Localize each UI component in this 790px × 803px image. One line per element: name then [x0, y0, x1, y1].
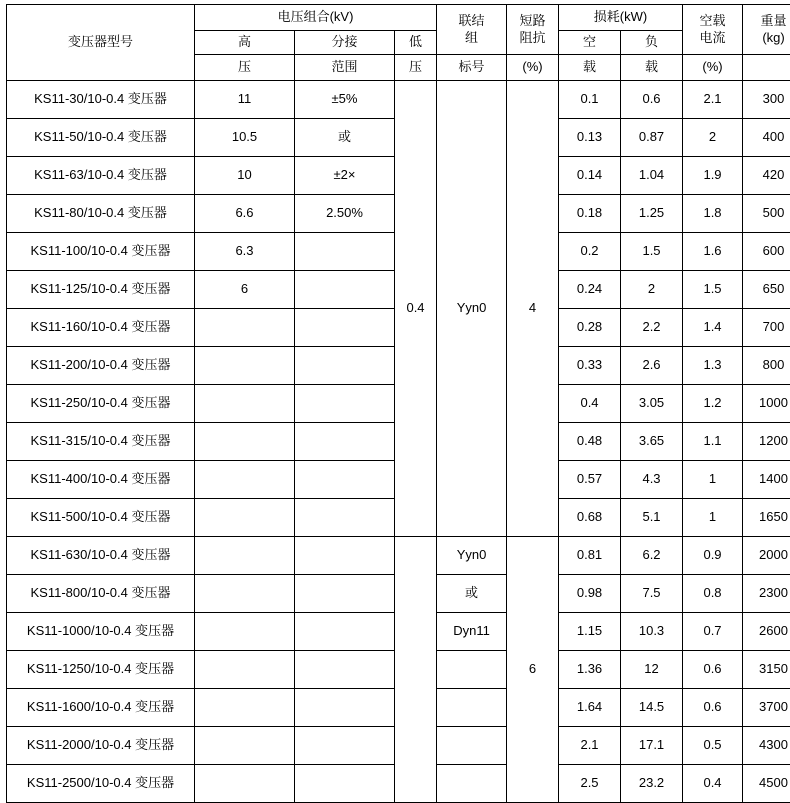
cell-high-voltage	[195, 575, 295, 613]
cell-weight: 4500	[743, 765, 790, 803]
cell-noload-current: 1.3	[683, 347, 743, 385]
cell-load-loss: 2.6	[621, 347, 683, 385]
cell-model: KS11-315/10-0.4 变压器	[7, 423, 195, 461]
header-weight-line2: (kg)	[743, 30, 790, 46]
cell-tap-range	[295, 347, 395, 385]
cell-high-voltage	[195, 689, 295, 727]
header-load-loss-2: 载	[621, 55, 683, 81]
cell-noload-loss: 0.4	[559, 385, 621, 423]
cell-connection-group-2b: 或	[437, 575, 507, 613]
cell-noload-loss: 2.1	[559, 727, 621, 765]
header-tap-range: 分接	[295, 31, 395, 55]
cell-noload-current: 1.4	[683, 309, 743, 347]
header-high-voltage-2: 压	[195, 55, 295, 81]
cell-tap-range	[295, 613, 395, 651]
cell-high-voltage	[195, 499, 295, 537]
cell-weight: 1400	[743, 461, 790, 499]
cell-high-voltage: 11	[195, 81, 295, 119]
cell-load-loss: 10.3	[621, 613, 683, 651]
header-loss: 损耗(kW)	[559, 5, 683, 31]
cell-tap-range	[295, 233, 395, 271]
cell-noload-loss: 0.68	[559, 499, 621, 537]
cell-noload-loss: 0.13	[559, 119, 621, 157]
table-row	[7, 81, 790, 119]
header-impedance	[507, 5, 559, 55]
cell-tap-range: 或	[295, 119, 395, 157]
spec-sheet	[0, 4, 790, 771]
cell-load-loss: 6.2	[621, 537, 683, 575]
cell-load-loss: 1.04	[621, 157, 683, 195]
cell-noload-loss: 0.14	[559, 157, 621, 195]
cell-noload-current: 1	[683, 499, 743, 537]
cell-load-loss: 2.2	[621, 309, 683, 347]
cell-load-loss: 23.2	[621, 765, 683, 803]
transformer-spec-table	[6, 4, 790, 803]
cell-noload-current: 2.1	[683, 81, 743, 119]
cell-noload-loss: 0.1	[559, 81, 621, 119]
cell-noload-current: 1.8	[683, 195, 743, 233]
header-impedance-unit: (%)	[507, 55, 559, 81]
cell-high-voltage	[195, 765, 295, 803]
cell-noload-current: 0.8	[683, 575, 743, 613]
cell-connection	[437, 689, 507, 727]
cell-connection	[437, 727, 507, 765]
cell-load-loss: 0.6	[621, 81, 683, 119]
cell-high-voltage	[195, 727, 295, 765]
cell-load-loss: 4.3	[621, 461, 683, 499]
cell-high-voltage: 6.3	[195, 233, 295, 271]
cell-high-voltage	[195, 613, 295, 651]
cell-weight: 1200	[743, 423, 790, 461]
cell-noload-loss: 0.2	[559, 233, 621, 271]
header-high-voltage: 高	[195, 31, 295, 55]
cell-high-voltage	[195, 651, 295, 689]
cell-noload-current: 1.1	[683, 423, 743, 461]
cell-tap-range: ±5%	[295, 81, 395, 119]
cell-noload-current: 2	[683, 119, 743, 157]
cell-impedance-group-1: 4	[507, 81, 559, 537]
cell-weight: 420	[743, 157, 790, 195]
cell-tap-range	[295, 537, 395, 575]
cell-connection	[437, 651, 507, 689]
header-connection	[437, 5, 507, 55]
cell-low-voltage: 0.4	[395, 81, 437, 537]
header-low-voltage-2: 压	[395, 55, 437, 81]
cell-model: KS11-1250/10-0.4 变压器	[7, 651, 195, 689]
cell-weight: 700	[743, 309, 790, 347]
cell-model: KS11-800/10-0.4 变压器	[7, 575, 195, 613]
cell-tap-range: 2.50%	[295, 195, 395, 233]
cell-noload-loss: 1.15	[559, 613, 621, 651]
cell-impedance-group-2: 6	[507, 537, 559, 803]
header-connection-line1: 联结	[437, 13, 506, 29]
cell-weight: 3700	[743, 689, 790, 727]
cell-model: KS11-630/10-0.4 变压器	[7, 537, 195, 575]
header-model: 变压器型号	[7, 5, 195, 81]
cell-noload-loss: 0.24	[559, 271, 621, 309]
cell-weight: 1000	[743, 385, 790, 423]
cell-connection-group-2c: Dyn11	[437, 613, 507, 651]
header-noload-current	[683, 5, 743, 55]
header-impedance-line1: 短路	[507, 13, 558, 29]
table-row	[7, 537, 790, 575]
cell-model: KS11-125/10-0.4 变压器	[7, 271, 195, 309]
cell-high-voltage	[195, 423, 295, 461]
cell-tap-range	[295, 309, 395, 347]
cell-load-loss: 14.5	[621, 689, 683, 727]
cell-noload-current: 1.9	[683, 157, 743, 195]
cell-connection	[437, 765, 507, 803]
cell-model: KS11-30/10-0.4 变压器	[7, 81, 195, 119]
cell-noload-current: 1	[683, 461, 743, 499]
cell-weight: 800	[743, 347, 790, 385]
cell-tap-range	[295, 385, 395, 423]
cell-model: KS11-250/10-0.4 变压器	[7, 385, 195, 423]
header-noload-current-unit: (%)	[683, 55, 743, 81]
cell-high-voltage: 6.6	[195, 195, 295, 233]
header-noload-loss: 空	[559, 31, 621, 55]
cell-high-voltage	[195, 461, 295, 499]
cell-tap-range	[295, 727, 395, 765]
cell-model: KS11-2000/10-0.4 变压器	[7, 727, 195, 765]
cell-model: KS11-1000/10-0.4 变压器	[7, 613, 195, 651]
cell-noload-loss: 0.33	[559, 347, 621, 385]
cell-connection-group-1: Yyn0	[437, 81, 507, 537]
cell-noload-current: 0.9	[683, 537, 743, 575]
cell-high-voltage: 10.5	[195, 119, 295, 157]
cell-weight: 500	[743, 195, 790, 233]
cell-model: KS11-200/10-0.4 变压器	[7, 347, 195, 385]
header-voltage-group: 电压组合(kV)	[195, 5, 437, 31]
cell-high-voltage: 10	[195, 157, 295, 195]
header-noload-current-line1: 空载	[683, 13, 742, 29]
cell-model: KS11-100/10-0.4 变压器	[7, 233, 195, 271]
cell-model: KS11-400/10-0.4 变压器	[7, 461, 195, 499]
cell-noload-current: 1.5	[683, 271, 743, 309]
cell-load-loss: 3.05	[621, 385, 683, 423]
header-tap-range-2: 范围	[295, 55, 395, 81]
header-load-loss: 负	[621, 31, 683, 55]
cell-weight: 3150	[743, 651, 790, 689]
cell-noload-current: 1.6	[683, 233, 743, 271]
cell-weight: 4300	[743, 727, 790, 765]
header-low-voltage: 低	[395, 31, 437, 55]
cell-noload-current: 0.5	[683, 727, 743, 765]
cell-weight: 1650	[743, 499, 790, 537]
cell-noload-loss: 0.28	[559, 309, 621, 347]
cell-noload-current: 0.6	[683, 651, 743, 689]
cell-connection-group-2a: Yyn0	[437, 537, 507, 575]
cell-tap-range	[295, 499, 395, 537]
header-row-1	[7, 5, 790, 31]
cell-tap-range	[295, 271, 395, 309]
header-noload-loss-2: 载	[559, 55, 621, 81]
cell-weight: 300	[743, 81, 790, 119]
cell-noload-current: 0.6	[683, 689, 743, 727]
header-weight-line1: 重量	[743, 13, 790, 29]
cell-high-voltage	[195, 309, 295, 347]
cell-tap-range	[295, 461, 395, 499]
cell-noload-loss: 0.98	[559, 575, 621, 613]
cell-high-voltage	[195, 537, 295, 575]
cell-load-loss: 7.5	[621, 575, 683, 613]
cell-tap-range	[295, 765, 395, 803]
cell-tap-range: ±2×	[295, 157, 395, 195]
header-connection-line2: 组	[437, 30, 506, 46]
cell-noload-loss: 0.18	[559, 195, 621, 233]
cell-noload-loss: 0.48	[559, 423, 621, 461]
header-impedance-line2: 阻抗	[507, 30, 558, 46]
cell-tap-range	[295, 575, 395, 613]
cell-load-loss: 1.5	[621, 233, 683, 271]
cell-load-loss: 17.1	[621, 727, 683, 765]
cell-noload-current: 0.7	[683, 613, 743, 651]
cell-model: KS11-80/10-0.4 变压器	[7, 195, 195, 233]
cell-high-voltage	[195, 385, 295, 423]
cell-high-voltage: 6	[195, 271, 295, 309]
cell-low-voltage-2	[395, 537, 437, 803]
cell-tap-range	[295, 651, 395, 689]
header-noload-current-line2: 电流	[683, 30, 742, 46]
cell-noload-loss: 0.81	[559, 537, 621, 575]
cell-tap-range	[295, 689, 395, 727]
cell-model: KS11-2500/10-0.4 变压器	[7, 765, 195, 803]
cell-load-loss: 3.65	[621, 423, 683, 461]
cell-noload-loss: 1.64	[559, 689, 621, 727]
cell-model: KS11-1600/10-0.4 变压器	[7, 689, 195, 727]
cell-weight: 2300	[743, 575, 790, 613]
cell-load-loss: 1.25	[621, 195, 683, 233]
cell-weight: 400	[743, 119, 790, 157]
cell-weight: 600	[743, 233, 790, 271]
cell-load-loss: 5.1	[621, 499, 683, 537]
cell-load-loss: 12	[621, 651, 683, 689]
cell-load-loss: 0.87	[621, 119, 683, 157]
cell-model: KS11-50/10-0.4 变压器	[7, 119, 195, 157]
cell-high-voltage	[195, 347, 295, 385]
cell-noload-current: 0.4	[683, 765, 743, 803]
header-weight	[743, 5, 790, 55]
cell-weight: 2000	[743, 537, 790, 575]
cell-model: KS11-63/10-0.4 变压器	[7, 157, 195, 195]
cell-noload-loss: 0.57	[559, 461, 621, 499]
cell-model: KS11-500/10-0.4 变压器	[7, 499, 195, 537]
header-connection-label: 标号	[437, 55, 507, 81]
cell-model: KS11-160/10-0.4 变压器	[7, 309, 195, 347]
cell-noload-loss: 2.5	[559, 765, 621, 803]
cell-noload-loss: 1.36	[559, 651, 621, 689]
cell-weight: 2600	[743, 613, 790, 651]
cell-noload-current: 1.2	[683, 385, 743, 423]
cell-load-loss: 2	[621, 271, 683, 309]
cell-weight: 650	[743, 271, 790, 309]
cell-tap-range	[295, 423, 395, 461]
